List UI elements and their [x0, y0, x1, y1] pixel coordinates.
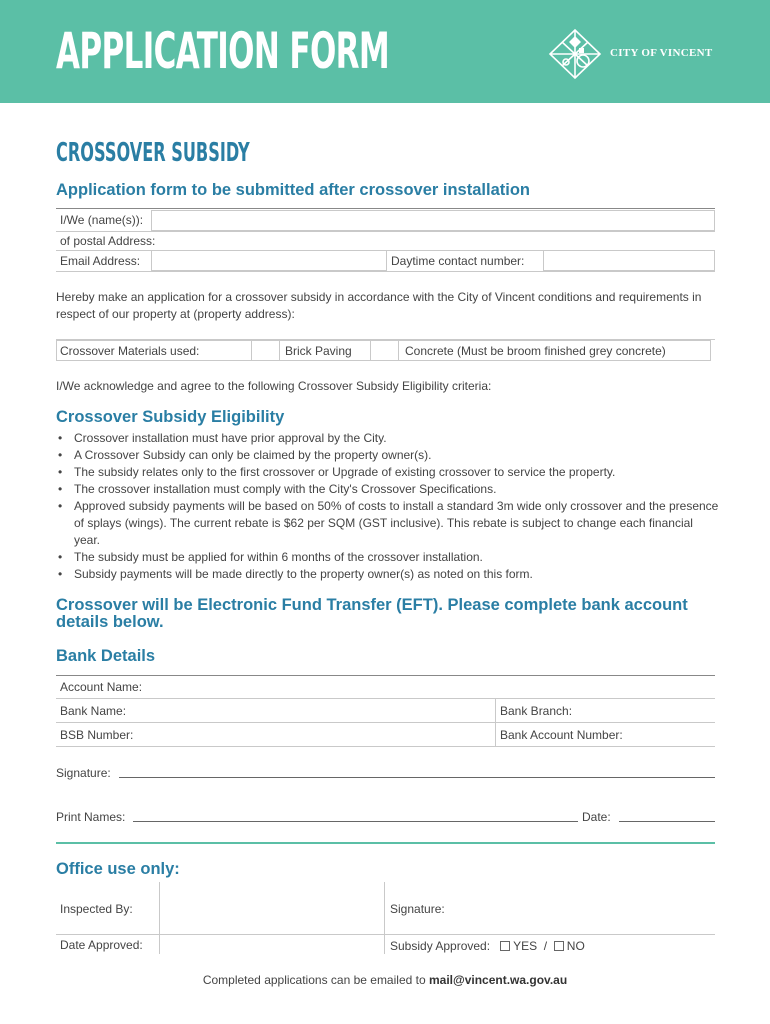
subsidy-approved-label: Subsidy Approved: [390, 939, 491, 953]
brick-paving-label: Brick Paving [285, 344, 352, 358]
divider [384, 882, 385, 954]
logo-text: CITY OF VINCENT [610, 47, 713, 59]
date-approved-label: Date Approved: [60, 938, 143, 952]
acknowledge-text: I/We acknowledge and agree to the following Crossover Subsidy Eligibility criteria: [56, 379, 492, 393]
divider [56, 746, 715, 747]
divider [159, 882, 160, 954]
postal-address-field[interactable] [170, 232, 715, 250]
eft-heading: Crossover will be Electronic Fund Transfer (EFT). Please complete bank account details below. [56, 596, 688, 631]
concrete-label: Concrete (Must be broom finished grey concrete) [405, 344, 666, 358]
signature-label: Signature: [56, 766, 111, 780]
yes-label: YES [513, 939, 538, 953]
divider [56, 934, 715, 935]
separator: / [543, 939, 548, 953]
city-logo [548, 28, 718, 80]
bank-name-label: Bank Name: [60, 704, 127, 718]
list-item: • Approved subsidy payments will be based on 50% of costs to install a standard 3m wide only crossover and the presence of splays (wings). The current rebate is $62 per SQM (GST inclusive). This rebate is subject to change each financial year. [56, 498, 720, 549]
city-of-vincent-logo-icon [548, 28, 602, 80]
section-title: CROSSOVER SUBSIDY [56, 138, 250, 168]
list-item: • The crossover installation must comply with the City's Crossover Specifications. [56, 481, 720, 498]
divider [56, 208, 715, 209]
subsidy-approved-row [390, 939, 585, 953]
office-divider [56, 842, 715, 844]
account-number-label: Bank Account Number: [500, 728, 623, 742]
date-line[interactable] [619, 821, 715, 822]
account-name-field[interactable] [150, 676, 715, 697]
list-item: • The subsidy must be applied for within 6 months of the crossover installation. [56, 549, 720, 566]
divider [56, 271, 715, 272]
date-label: Date: [582, 810, 611, 824]
divider [56, 722, 715, 723]
names-label: I/We (name(s)): [60, 213, 144, 227]
eligibility-list [56, 430, 720, 583]
footer-text: Completed applications can be emailed to [202, 973, 426, 987]
inspected-by-label: Inspected By: [60, 902, 133, 916]
materials-label: Crossover Materials used: [60, 344, 200, 358]
phone-label: Daytime contact number: [391, 254, 525, 268]
bank-branch-label: Bank Branch: [500, 704, 573, 718]
intro-heading: Application form to be submitted after crossover installation [56, 181, 530, 199]
footer [0, 973, 770, 987]
form-title: APPLICATION FORM [56, 22, 390, 80]
email-field[interactable] [151, 250, 387, 271]
footer-email-link[interactable]: mail@vincent.wa.gov.au [428, 973, 568, 987]
no-checkbox[interactable] [554, 941, 564, 951]
print-names-label: Print Names: [56, 810, 126, 824]
eligibility-heading: Crossover Subsidy Eligibility [56, 408, 285, 426]
list-item: • Subsidy payments will be made directly to the property owner(s) as noted on this form. [56, 566, 720, 583]
concrete-checkbox[interactable] [370, 340, 399, 361]
bsb-label: BSB Number: [60, 728, 134, 742]
header-banner [0, 0, 770, 103]
email-label: Email Address: [60, 254, 141, 268]
signature-line[interactable] [119, 777, 715, 778]
account-name-label: Account Name: [60, 680, 143, 694]
no-label: NO [566, 939, 585, 953]
office-signature-label: Signature: [390, 902, 445, 916]
brick-paving-checkbox[interactable] [251, 340, 280, 361]
divider [56, 698, 715, 699]
yes-checkbox[interactable] [500, 941, 510, 951]
bank-details-heading: Bank Details [56, 647, 156, 665]
print-names-line[interactable] [133, 821, 578, 822]
hereby-text: Hereby make an application for a crossover subsidy in accordance with the City of Vincent conditions and requirements in respect of our property at (property address): [56, 290, 702, 321]
office-heading: Office use only: [56, 860, 180, 878]
names-field[interactable] [151, 210, 715, 231]
postal-address-label: of postal Address: [60, 234, 156, 248]
phone-field[interactable] [543, 250, 715, 271]
list-item: • A Crossover Subsidy can only be claimed by the property owner(s). [56, 447, 720, 464]
list-item: • The subsidy relates only to the first crossover or Upgrade of existing crossover to service the property. [56, 464, 720, 481]
list-item: • Crossover installation must have prior approval by the City. [56, 430, 720, 447]
